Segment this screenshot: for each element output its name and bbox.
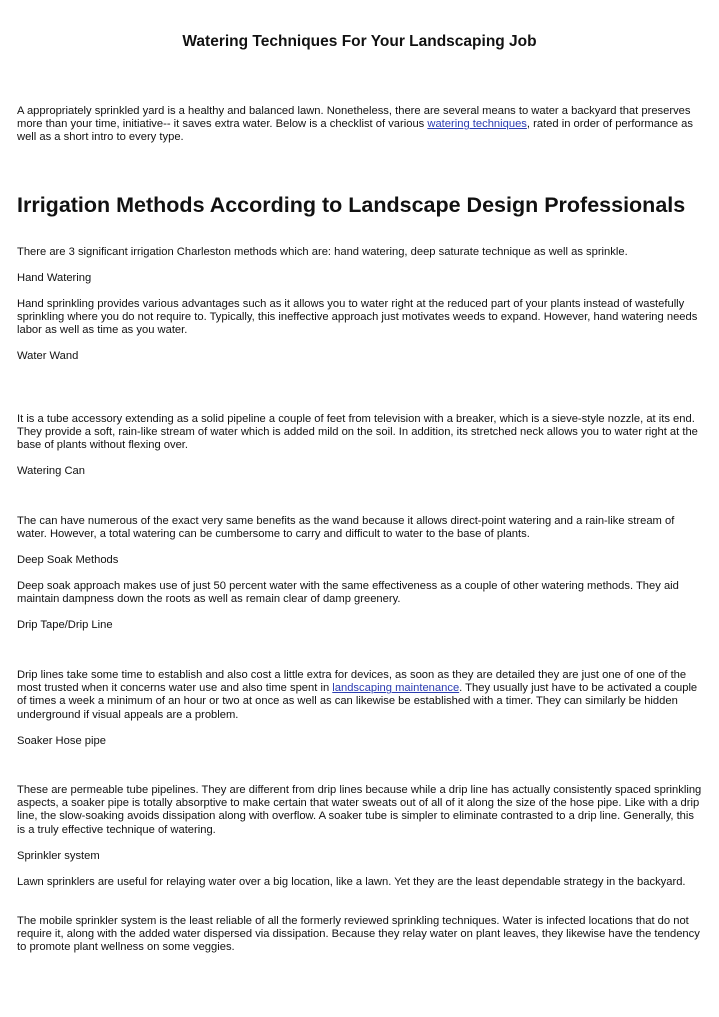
landscaping-maintenance-link[interactable]: landscaping maintenance (332, 682, 460, 695)
intro-paragraph (17, 105, 705, 145)
page-title: Watering Techniques For Your Landscaping Job (182, 33, 537, 50)
watering-can-body: The can have numerous of the exact very same benefits as the wand because it allows direct-point watering and a rain-like stream of water. However, a total watering can be cumbersome to carry and difficult to water to the base of plants. (17, 515, 675, 541)
sprinkler-body-2: The mobile sprinkler system is the least reliable of all the formerly reviewed sprinkling techniques. Water is infected locations that do not require it, along with the added water dispersed via dissipation. Because they relay water on plant leaves, they likewise have the tendency to promote plant wellness on some veggies. (17, 915, 700, 954)
drip-text-before: Drip lines take some time to establish and also cost a little extra for devices, as soon as they are detailed they are just one of one of the most trusted when it concerns water use and also time spent in (17, 669, 687, 695)
intro-text-after: , rated in order of performance as well as a short intro to every type. (17, 118, 693, 144)
hand-watering-title: Hand Watering (17, 272, 92, 284)
sprinkler-title: Sprinkler system (17, 850, 100, 862)
drip-title: Drip Tape/Drip Line (17, 619, 113, 631)
deep-soak-title: Deep Soak Methods (17, 554, 119, 566)
intro-text-before: A appropriately sprinkled yard is a healthy and balanced lawn. Nonetheless, there are several means to water a backyard that preserves more than your time, initiative-- it saves extra water. Below is a checklist of various (17, 105, 691, 131)
deep-soak-body: Deep soak approach makes use of just 50 percent water with the same effectiveness as a couple of other watering methods. They aid maintain dampness down the roots as well as remain clear of damp greenery. (17, 580, 679, 606)
sprinkler-body: Lawn sprinklers are useful for relaying water over a big location, like a lawn. Yet they are the least dependable strategy in the backyard. (17, 876, 686, 888)
water-wand-body: It is a tube accessory extending as a solid pipeline a couple of feet from television with a breaker, which is a sieve-style nozzle, at its end. They provide a soft, rain-like stream of water which is added mild on the soil. In addition, its stretched neck allows you to water right at the base of plants without flexing over. (17, 413, 698, 452)
watering-can-title: Watering Can (17, 465, 85, 477)
soaker-title: Soaker Hose pipe (17, 735, 106, 747)
hand-watering-body: Hand sprinkling provides various advantages such as it allows you to water right at the reduced part of your plants instead of wastefully sprinkling where you do not require to. Typically, this ineffective approach just motivates weeds to expand. However, hand watering needs labor as well as time as you water. (17, 298, 698, 337)
soaker-body: These are permeable tube pipelines. They are different from drip lines because while a drip line has actually consistently spaced sprinkling aspects, a soaker pipe is totally absorptive to make certain that water sweats out of all of it along the size of the hose pipe. Like with a drip line, the slow-soaking avoids dissipation along with overflow. A soaker tube is simpler to eliminate contrasted to a drip line. Generally, this is a truly effective technique of watering. (17, 784, 702, 836)
watering-techniques-link[interactable]: watering techniques (427, 118, 527, 131)
drip-text-after: . They usually just have to be activated a couple of times a week a minimum of an hour or two at once as well as can likewise be established with a timer. They can similarly be hidden underground if visual appeals are a problem. (17, 682, 698, 721)
water-wand-title: Water Wand (17, 350, 79, 362)
drip-body (17, 669, 705, 722)
overview-paragraph: There are 3 significant irrigation Charleston methods which are: hand watering, deep saturate technique as well as sprinkle. (17, 246, 628, 258)
section-heading: Irrigation Methods According to Landscape Design Professionals (17, 193, 686, 217)
